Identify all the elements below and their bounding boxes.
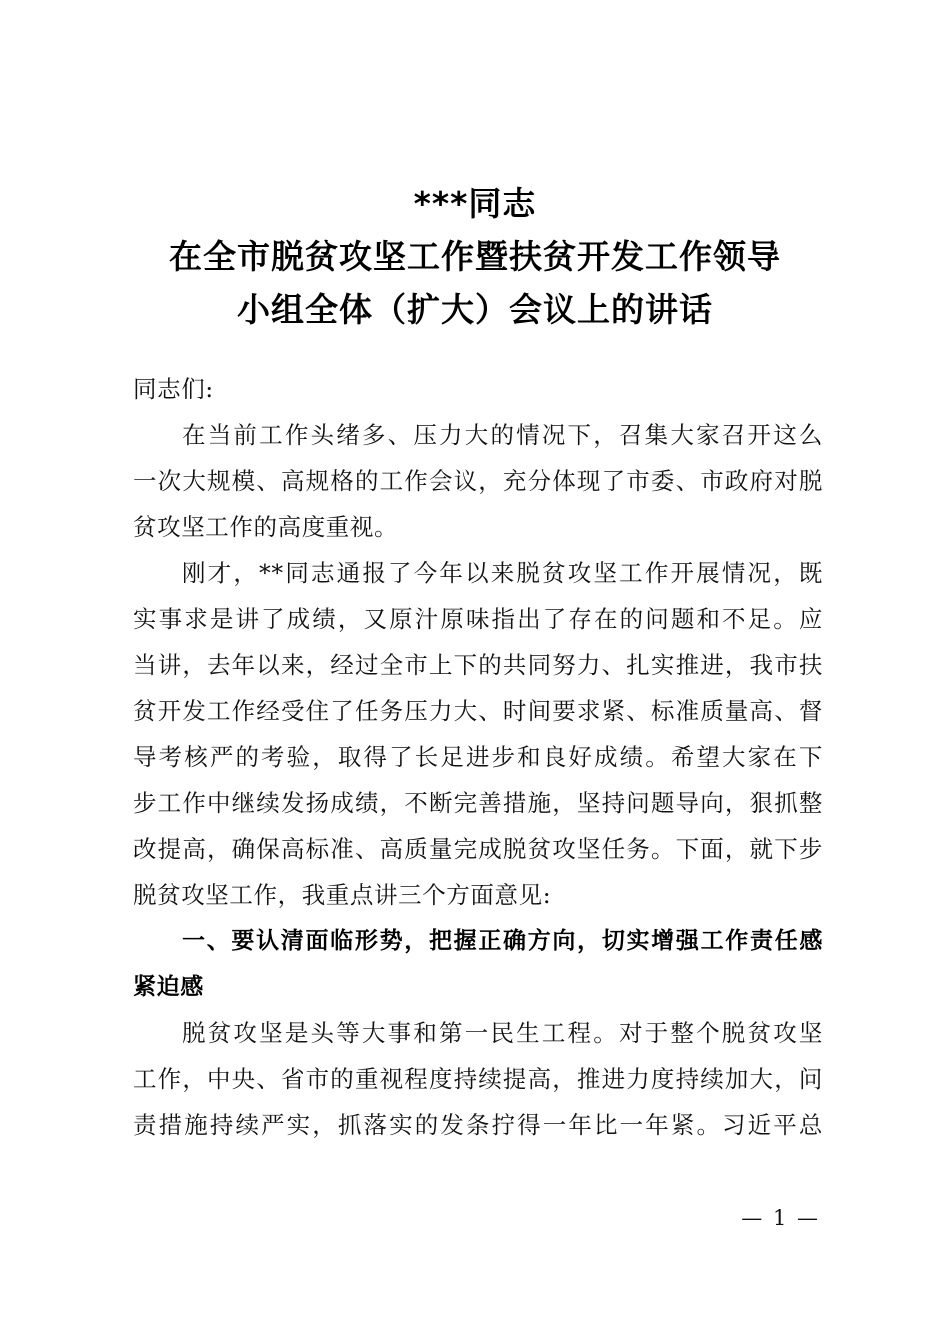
paragraph-2-line: 导考核严的考验，取得了长足进步和良好成绩。希望大家在下 bbox=[133, 743, 823, 771]
title-line-2: 在全市脱贫攻坚工作暨扶贫开发工作领导 bbox=[169, 237, 781, 276]
paragraph-2-line: 当讲，去年以来，经过全市上下的共同努力、扎实推进，我市扶 bbox=[133, 651, 823, 679]
paragraph-2-line: 步工作中继续发扬成绩，不断完善措施，坚持问题导向，狠抓整 bbox=[133, 789, 823, 817]
document-title bbox=[100, 177, 850, 336]
salutation: 同志们: bbox=[133, 375, 214, 403]
paragraph-2-line: 脱贫攻坚工作，我重点讲三个方面意见: bbox=[133, 881, 552, 909]
paragraph-2-line: 改提高，确保高标准、高质量完成脱贫攻坚任务。下面，就下步 bbox=[133, 835, 823, 863]
paragraph-3-line: 责措施持续严实，抓落实的发条拧得一年比一年紧。习近平总 bbox=[133, 1111, 823, 1139]
page-number: — 1 — bbox=[741, 1206, 820, 1230]
paragraph-2-line: 贫开发工作经受住了任务压力大、时间要求紧、标准质量高、督 bbox=[133, 697, 823, 725]
paragraph-1-line: 在当前工作头绪多、压力大的情况下，召集大家召开这么 bbox=[182, 421, 823, 449]
paragraph-1-line: 一次大规模、高规格的工作会议，充分体现了市委、市政府对脱 bbox=[133, 467, 823, 495]
document-body bbox=[133, 366, 823, 1148]
title-speaker: ***同志 bbox=[413, 184, 537, 223]
section-heading-1: 一、要认清面临形势，把握正确方向，切实增强工作责任感 bbox=[182, 928, 823, 954]
paragraph-2-line: 实事求是讲了成绩，又原汁原味指出了存在的问题和不足。应 bbox=[133, 605, 823, 633]
section-heading-1: 紧迫感 bbox=[133, 974, 204, 1000]
paragraph-2-line: 刚才，**同志通报了今年以来脱贫攻坚工作开展情况，既 bbox=[182, 559, 823, 587]
paragraph-1-line: 贫攻坚工作的高度重视。 bbox=[133, 513, 399, 541]
paragraph-3-line: 工作，中央、省市的重视程度持续提高，推进力度持续加大，问 bbox=[133, 1065, 823, 1093]
title-line-3: 小组全体（扩大）会议上的讲话 bbox=[237, 290, 713, 329]
paragraph-3-line: 脱贫攻坚是头等大事和第一民生工程。对于整个脱贫攻坚 bbox=[182, 1019, 823, 1047]
